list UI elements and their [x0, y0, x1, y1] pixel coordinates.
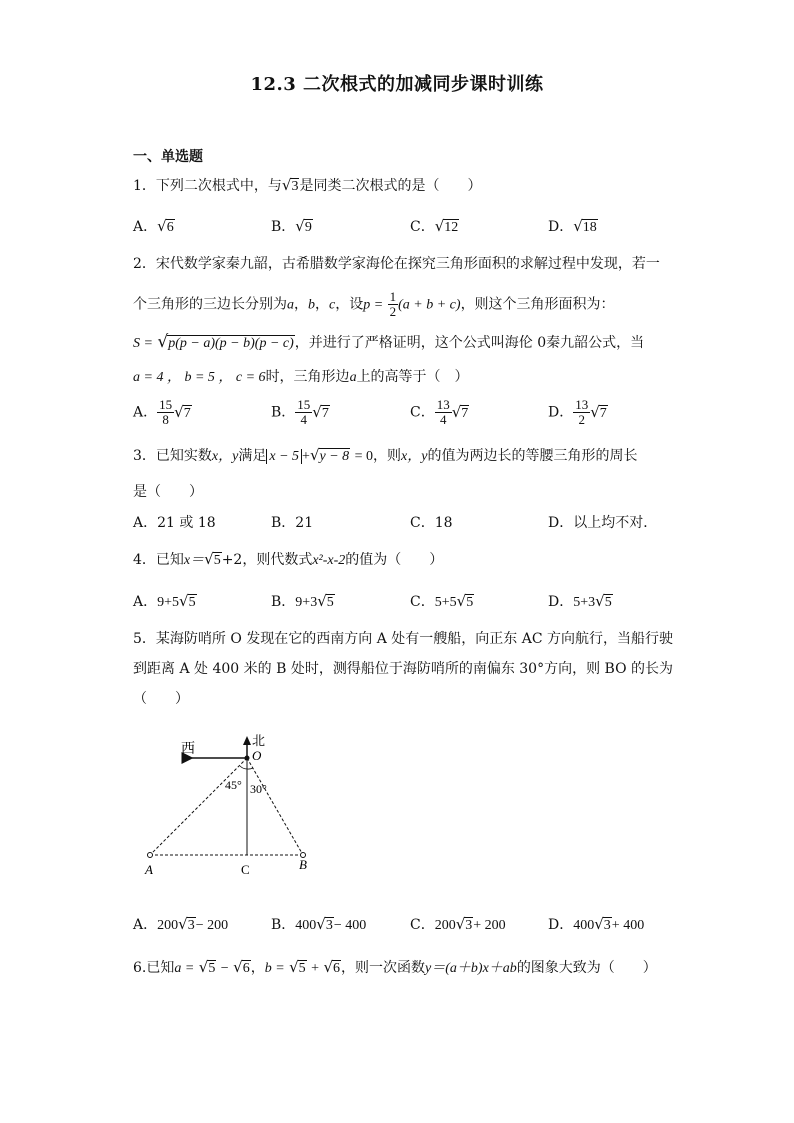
- question-5-option-a[interactable]: A．200√3− 200: [133, 915, 229, 933]
- west-label: 西: [181, 742, 195, 757]
- point-a: [148, 853, 153, 858]
- angle-30-arc: [247, 768, 253, 769]
- question-2-option-b[interactable]: B． $\frac{15}{4}$ √7: [271, 397, 329, 427]
- question-2-option-d[interactable]: D． $\frac{13}{2}$ √7: [548, 397, 607, 427]
- question-5-figure: [130, 728, 330, 878]
- question-3-option-a[interactable]: A．21 或 18: [133, 515, 216, 531]
- angle-30-label: 30°: [250, 782, 267, 796]
- question-1-option-d[interactable]: D．√18: [548, 217, 597, 235]
- label-c: C: [241, 862, 250, 877]
- north-arrow-head: [243, 736, 251, 745]
- question-6-stem: 6.已知a = √5 − √6，b = √5 + √6，则一次函数y＝(a＋b)x＋ab的图象大致为（ ）: [133, 958, 657, 976]
- question-5-option-b[interactable]: B．400√3− 400: [271, 915, 367, 933]
- section-heading: 一、单选题: [133, 149, 203, 165]
- question-5-line-2: 到距离 A 处 400 米的 B 处时，测得船位于海防哨所的南偏东 30°方向，则 BO 的长为: [133, 661, 674, 677]
- question-3-line-2: 是（ ）: [133, 484, 203, 500]
- label-o: O: [252, 748, 262, 763]
- question-2-option-a[interactable]: A． $\frac{15}{8}$ √7: [133, 397, 191, 427]
- segment-ob: [247, 758, 303, 855]
- question-1-option-b[interactable]: B．√9: [271, 217, 312, 235]
- angle-45-label: 45°: [225, 778, 242, 792]
- question-3-option-d[interactable]: D．以上均不对．: [548, 515, 658, 531]
- north-label: 北: [252, 733, 266, 748]
- point-o: [245, 756, 250, 761]
- fraction-half: $\frac{1}{2}$: [389, 289, 397, 319]
- label-a: A: [145, 862, 153, 877]
- question-3-option-c[interactable]: C．18: [410, 515, 453, 531]
- question-2-line-3: S = √p(p − a)(p − b)(p − c)，并进行了严格证明，这个公式叫海伦 0秦九韶公式，当: [133, 332, 645, 352]
- page-title: 12.3 二次根式的加减同步课时训练: [250, 74, 544, 95]
- question-1-option-c[interactable]: C．√12: [410, 217, 459, 235]
- question-4-option-c[interactable]: C．5+5√5: [410, 592, 474, 610]
- angle-45-arc: [240, 766, 247, 769]
- question-5-line-1: 5．某海防哨所 O 发现在它的西南方向 A 处有一艘船，向正东 AC 方向航行，当船行驶: [133, 631, 674, 647]
- question-5-option-c[interactable]: C．200√3+ 200: [410, 915, 506, 933]
- question-5-line-3: （ ）: [133, 691, 189, 707]
- question-4-option-d[interactable]: D．5+3√5: [548, 592, 612, 610]
- label-b: B: [299, 857, 307, 872]
- question-4-stem: 4．已知x＝√5+2，则代数式x²-x-2的值为（ ）: [133, 550, 444, 568]
- question-2-line-4: a = 4 ， b = 5 ， c = 6时，三角形边a上的高等于（ ）: [133, 369, 469, 385]
- question-1-stem: 1．下列二次根式中，与√3是同类二次根式的是（ ）: [133, 176, 482, 194]
- question-2-line-1: 2．宋代数学家秦九韶，古希腊数学家海伦在探究三角形面积的求解过程中发现，若一: [133, 256, 660, 272]
- question-4-option-b[interactable]: B．9+3√5: [271, 592, 334, 610]
- segment-oa: [150, 758, 247, 855]
- question-3-line-1: 3．已知实数x，y满足 x − 5 +√y − 8 = 0，则x，y的值为两边长的等腰三角形的周长: [133, 446, 638, 464]
- question-1-option-a[interactable]: A．√6: [133, 217, 174, 235]
- question-2-option-c[interactable]: C． $\frac{13}{4}$ √7: [410, 397, 469, 427]
- question-4-option-a[interactable]: A．9+5√5: [133, 592, 196, 610]
- question-5-option-d[interactable]: D．400√3+ 400: [548, 915, 645, 933]
- question-2-line-2: 个三角形的三边长分别为a，b，c，设p = $\frac{1}{2}$ (a + b + c)，则这个三角形面积为：: [133, 289, 615, 319]
- question-3-option-b[interactable]: B．21: [271, 515, 314, 531]
